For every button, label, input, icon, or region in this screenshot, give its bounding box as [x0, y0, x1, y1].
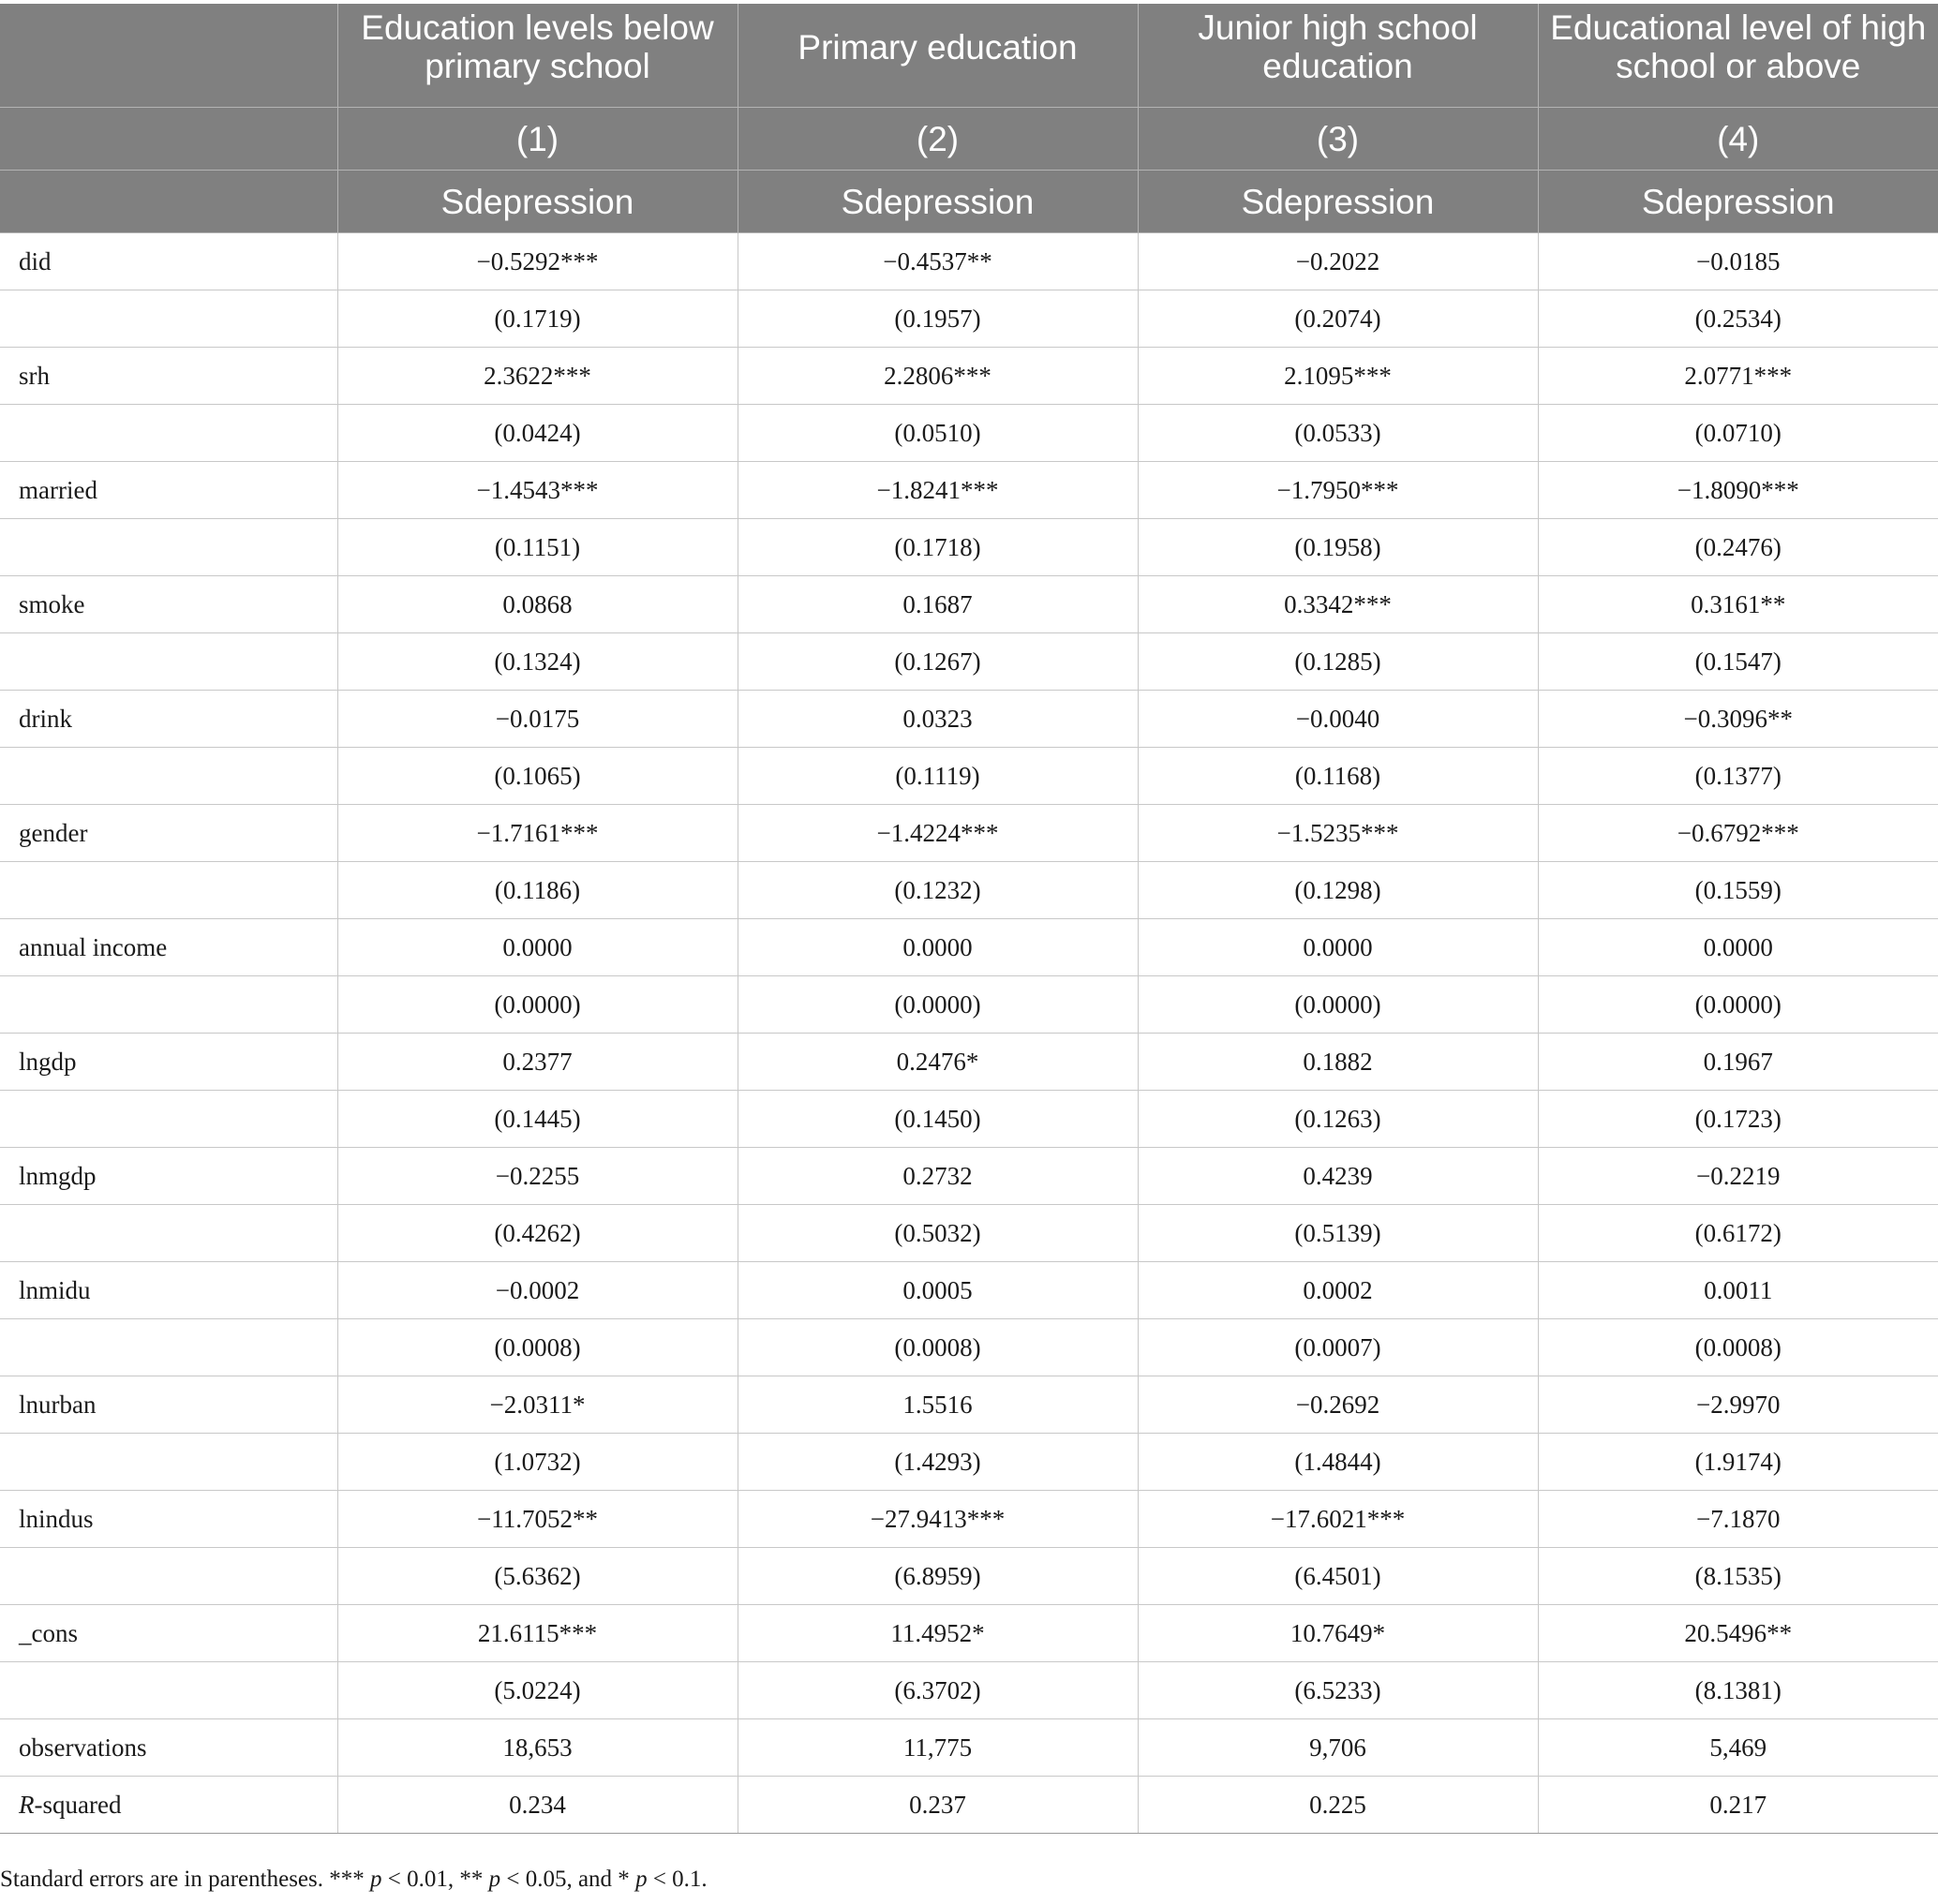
column-title: Education levels below primary school	[337, 4, 738, 108]
table-cell: (1.0732)	[337, 1434, 738, 1491]
table-cell: 0.0000	[1138, 919, 1538, 976]
table-cell: (0.0510)	[738, 405, 1138, 462]
table-cell: 0.234	[337, 1777, 738, 1834]
table-row	[0, 519, 1938, 576]
table-cell: 0.1882	[1138, 1034, 1538, 1091]
table-cell: −0.0040	[1138, 691, 1538, 748]
table-row	[0, 1548, 1938, 1605]
column-title: Primary education	[738, 4, 1138, 108]
table-row	[0, 405, 1938, 462]
table-cell: (0.0000)	[738, 976, 1138, 1034]
table-cell: (8.1381)	[1538, 1662, 1938, 1719]
table-cell: 0.0868	[337, 576, 738, 633]
table-cell: 20.5496**	[1538, 1605, 1938, 1662]
table-cell: 0.1687	[738, 576, 1138, 633]
table-cell: 0.0000	[1538, 919, 1938, 976]
table-cell: (6.5233)	[1138, 1662, 1538, 1719]
table-cell: (0.0008)	[337, 1319, 738, 1376]
table-cell: 0.3161**	[1538, 576, 1938, 633]
table-cell: 21.6115***	[337, 1605, 738, 1662]
table-row	[0, 919, 1938, 976]
row-label	[0, 1662, 337, 1719]
table-cell: 0.4239	[1138, 1148, 1538, 1205]
row-label	[0, 976, 337, 1034]
table-cell: −0.2219	[1538, 1148, 1938, 1205]
row-label: lnurban	[0, 1376, 337, 1434]
table-cell: (0.2074)	[1138, 290, 1538, 348]
row-label	[0, 519, 337, 576]
row-label	[0, 862, 337, 919]
table-cell: (0.1723)	[1538, 1091, 1938, 1148]
table-cell: (0.1232)	[738, 862, 1138, 919]
table-cell: (0.1119)	[738, 748, 1138, 805]
table-cell: −1.5235***	[1138, 805, 1538, 862]
table-cell: −0.0175	[337, 691, 738, 748]
table-cell: −1.8241***	[738, 462, 1138, 519]
table-cell: 0.225	[1138, 1777, 1538, 1834]
table-row	[0, 1376, 1938, 1434]
table-cell: −1.4224***	[738, 805, 1138, 862]
row-label: smoke	[0, 576, 337, 633]
table-cell: 5,469	[1538, 1719, 1938, 1777]
table-cell: (0.0533)	[1138, 405, 1538, 462]
table-cell: 0.217	[1538, 1777, 1938, 1834]
table-row	[0, 1777, 1938, 1834]
row-label: annual income	[0, 919, 337, 976]
table-cell: (0.1445)	[337, 1091, 738, 1148]
table-row	[0, 976, 1938, 1034]
table-cell: −11.7052**	[337, 1491, 738, 1548]
table-cell: (0.1324)	[337, 633, 738, 691]
table-row	[0, 1605, 1938, 1662]
column-number: (4)	[1538, 108, 1938, 171]
table-row	[0, 462, 1938, 519]
table-cell: (0.0007)	[1138, 1319, 1538, 1376]
row-label: _cons	[0, 1605, 337, 1662]
table-cell: (1.9174)	[1538, 1434, 1938, 1491]
table-row	[0, 633, 1938, 691]
row-label: drink	[0, 691, 337, 748]
table-cell: (8.1535)	[1538, 1548, 1938, 1605]
table-row	[0, 805, 1938, 862]
table-row	[0, 1434, 1938, 1491]
table-cell: −1.4543***	[337, 462, 738, 519]
table-row	[0, 576, 1938, 633]
table-row	[0, 348, 1938, 405]
table-cell: (0.1151)	[337, 519, 738, 576]
header-corner	[0, 171, 337, 233]
header-row-numbers	[0, 108, 1938, 171]
table-cell: 0.0011	[1538, 1262, 1938, 1319]
row-label	[0, 405, 337, 462]
table-cell: (0.0008)	[1538, 1319, 1938, 1376]
column-number: (1)	[337, 108, 738, 171]
table-cell: (1.4844)	[1138, 1434, 1538, 1491]
table-cell: (5.6362)	[337, 1548, 738, 1605]
table-cell: −2.9970	[1538, 1376, 1938, 1434]
table-cell: (0.1267)	[738, 633, 1138, 691]
table-row	[0, 233, 1938, 290]
header-row-depvar	[0, 171, 1938, 233]
column-number: (3)	[1138, 108, 1538, 171]
dependent-variable: Sdepression	[1538, 171, 1938, 233]
table-cell: 0.0323	[738, 691, 1138, 748]
table-cell: 1.5516	[738, 1376, 1138, 1434]
row-label: srh	[0, 348, 337, 405]
table-cell: (0.1377)	[1538, 748, 1938, 805]
table-row	[0, 691, 1938, 748]
table-cell: (0.2476)	[1538, 519, 1938, 576]
table-cell: (0.1263)	[1138, 1091, 1538, 1148]
column-title: Junior high school education	[1138, 4, 1538, 108]
table-cell: (0.0008)	[738, 1319, 1138, 1376]
dependent-variable: Sdepression	[337, 171, 738, 233]
row-label	[0, 1548, 337, 1605]
table-cell: (0.1065)	[337, 748, 738, 805]
table-cell: 0.3342***	[1138, 576, 1538, 633]
header-corner	[0, 4, 337, 108]
table-header	[0, 4, 1938, 233]
row-label	[0, 1205, 337, 1262]
table-cell: 18,653	[337, 1719, 738, 1777]
table-cell: (0.6172)	[1538, 1205, 1938, 1262]
table-cell: (0.2534)	[1538, 290, 1938, 348]
table-cell: (5.0224)	[337, 1662, 738, 1719]
table-row	[0, 1262, 1938, 1319]
table-cell: −0.4537**	[738, 233, 1138, 290]
table-cell: (0.0710)	[1538, 405, 1938, 462]
table-cell: 0.2377	[337, 1034, 738, 1091]
table-cell: (0.1285)	[1138, 633, 1538, 691]
table-cell: 10.7649*	[1138, 1605, 1538, 1662]
table-row	[0, 1205, 1938, 1262]
table-cell: (0.1957)	[738, 290, 1138, 348]
table-cell: −0.2022	[1138, 233, 1538, 290]
table-cell: (0.0000)	[1538, 976, 1938, 1034]
row-label	[0, 290, 337, 348]
table-cell: 11,775	[738, 1719, 1138, 1777]
row-label	[0, 633, 337, 691]
table-cell: (0.1168)	[1138, 748, 1538, 805]
table-cell: 9,706	[1138, 1719, 1538, 1777]
header-row-titles	[0, 4, 1938, 108]
row-label: observations	[0, 1719, 337, 1777]
dependent-variable: Sdepression	[738, 171, 1138, 233]
table-cell: −0.2255	[337, 1148, 738, 1205]
table-cell: 2.0771***	[1538, 348, 1938, 405]
table-row	[0, 1719, 1938, 1777]
table-cell: (0.1718)	[738, 519, 1138, 576]
table-cell: −0.0002	[337, 1262, 738, 1319]
table-row	[0, 1662, 1938, 1719]
table-row	[0, 1319, 1938, 1376]
table-cell: −0.3096**	[1538, 691, 1938, 748]
header-corner	[0, 108, 337, 171]
row-label: married	[0, 462, 337, 519]
table-cell: 0.237	[738, 1777, 1138, 1834]
row-label: lnmgdp	[0, 1148, 337, 1205]
table-cell: (0.5139)	[1138, 1205, 1538, 1262]
table-cell: (0.5032)	[738, 1205, 1138, 1262]
table-cell: (0.1719)	[337, 290, 738, 348]
table-cell: (0.1547)	[1538, 633, 1938, 691]
row-label	[0, 748, 337, 805]
table-row	[0, 862, 1938, 919]
table-body	[0, 233, 1938, 1834]
table-row	[0, 748, 1938, 805]
table-cell: 11.4952*	[738, 1605, 1138, 1662]
table-cell: −1.7161***	[337, 805, 738, 862]
row-label: lngdp	[0, 1034, 337, 1091]
table-cell: (0.0424)	[337, 405, 738, 462]
table-cell: (6.4501)	[1138, 1548, 1538, 1605]
table-cell: (0.1559)	[1538, 862, 1938, 919]
table-cell: −1.7950***	[1138, 462, 1538, 519]
regression-table	[0, 4, 1938, 1834]
table-cell: (0.4262)	[337, 1205, 738, 1262]
table-cell: 0.1967	[1538, 1034, 1938, 1091]
table-row	[0, 1148, 1938, 1205]
table-cell: −0.5292***	[337, 233, 738, 290]
table-cell: (0.0000)	[1138, 976, 1538, 1034]
table-cell: 2.1095***	[1138, 348, 1538, 405]
table-cell: −0.2692	[1138, 1376, 1538, 1434]
column-number: (2)	[738, 108, 1138, 171]
row-label: did	[0, 233, 337, 290]
table-cell: −17.6021***	[1138, 1491, 1538, 1548]
table-cell: (6.8959)	[738, 1548, 1138, 1605]
table-cell: 0.0005	[738, 1262, 1138, 1319]
column-title: Educational level of high school or above	[1538, 4, 1938, 108]
table-cell: 2.2806***	[738, 348, 1138, 405]
row-label: lnmidu	[0, 1262, 337, 1319]
table-row	[0, 290, 1938, 348]
table-cell: 0.2476*	[738, 1034, 1138, 1091]
table-cell: 0.0002	[1138, 1262, 1538, 1319]
table-cell: 0.2732	[738, 1148, 1138, 1205]
table-cell: −7.1870	[1538, 1491, 1938, 1548]
table-cell: (0.0000)	[337, 976, 738, 1034]
table-cell: 2.3622***	[337, 348, 738, 405]
table-cell: −1.8090***	[1538, 462, 1938, 519]
table-cell: 0.0000	[337, 919, 738, 976]
table-cell: −27.9413***	[738, 1491, 1138, 1548]
row-label	[0, 1319, 337, 1376]
row-label: lnindus	[0, 1491, 337, 1548]
row-label: gender	[0, 805, 337, 862]
table-cell: (6.3702)	[738, 1662, 1138, 1719]
dependent-variable: Sdepression	[1138, 171, 1538, 233]
row-label: R-squared	[0, 1777, 337, 1834]
table-footnote: Standard errors are in parentheses. *** p < 0.01, ** p < 0.05, and * p < 0.1.	[0, 1867, 708, 1892]
table-row	[0, 1034, 1938, 1091]
table-cell: −2.0311*	[337, 1376, 738, 1434]
table-cell: −0.0185	[1538, 233, 1938, 290]
table-cell: (0.1958)	[1138, 519, 1538, 576]
table-cell: (0.1186)	[337, 862, 738, 919]
table-cell: 0.0000	[738, 919, 1138, 976]
table-cell: (1.4293)	[738, 1434, 1138, 1491]
table-cell: (0.1450)	[738, 1091, 1138, 1148]
table-cell: −0.6792***	[1538, 805, 1938, 862]
table-row	[0, 1491, 1938, 1548]
row-label	[0, 1091, 337, 1148]
table-cell: (0.1298)	[1138, 862, 1538, 919]
table-row	[0, 1091, 1938, 1148]
row-label	[0, 1434, 337, 1491]
